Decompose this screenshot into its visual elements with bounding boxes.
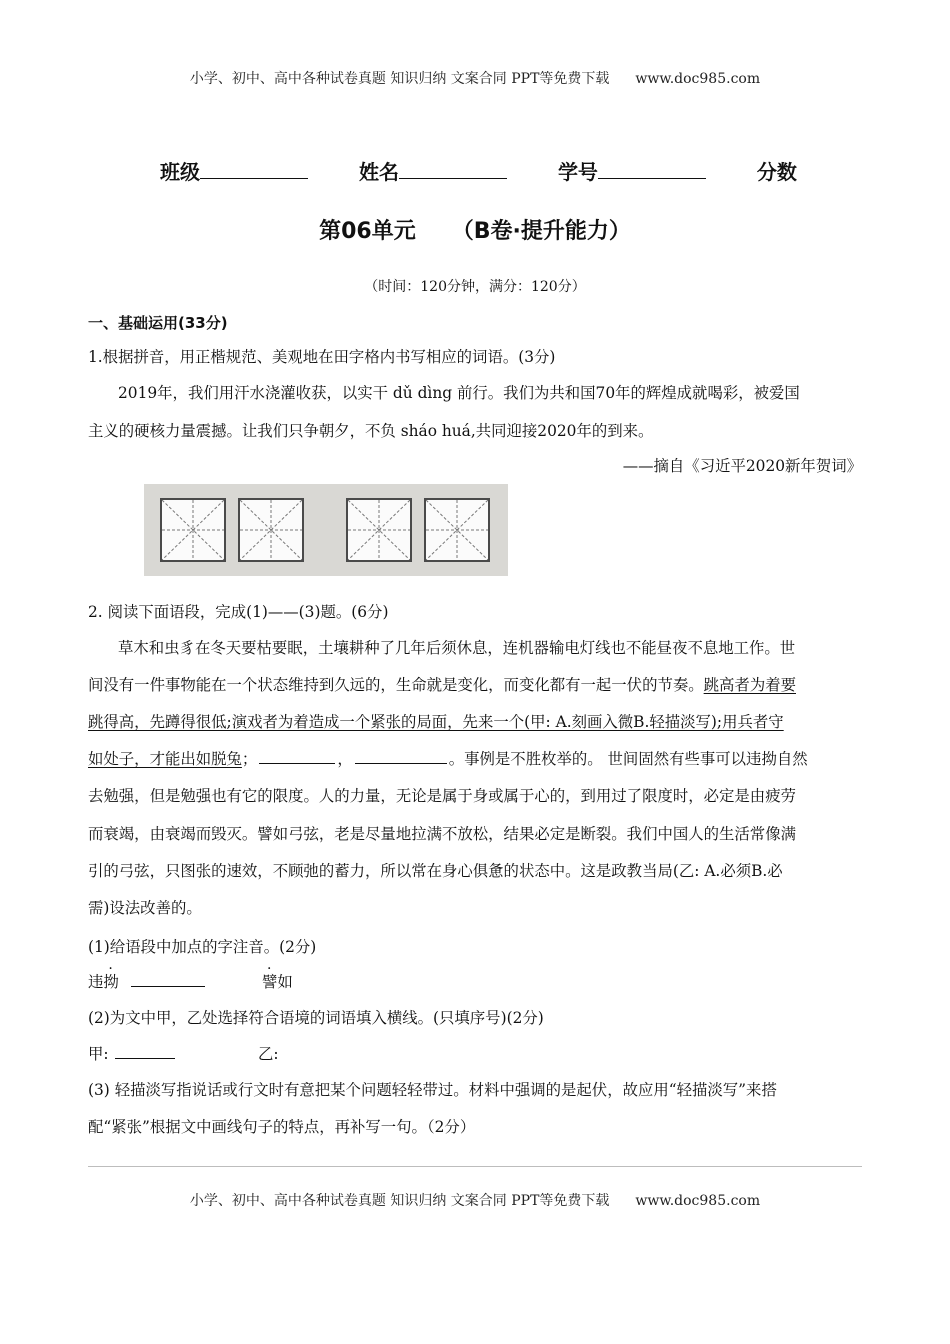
exam-meta: （时间：120分钟，满分：120分） [364, 279, 586, 295]
footer-site[interactable]: www.doc985.com [635, 1193, 761, 1209]
q2-underlined-text: 如处子，才能出如脱兔 [88, 750, 242, 768]
tianzige-grid [144, 484, 508, 576]
header-text: 小学、初中、高中各种试卷真题 知识归纳 文案合同 PPT等免费下载 [189, 71, 610, 87]
footer-text: 小学、初中、高中各种试卷真题 知识归纳 文案合同 PPT等免费下载 [189, 1193, 610, 1209]
q2-line-4-tail: 。事例是不胜枚举的。 世间固然有些事可以违拗自然 [448, 750, 808, 768]
q2-sub2-prompt: (2)为文中甲，乙处选择符合语境的词语填入横线。(只填序号)(2分) [88, 1009, 544, 1027]
page-header [0, 68, 950, 88]
writing-box[interactable] [160, 498, 226, 562]
q2-line-2-text: 间没有一件事物能在一个状态维持到久远的，生命就是变化，而变化都有一起一伏的节奏。 [88, 676, 704, 694]
q2-sub2-answer-a [88, 1042, 175, 1064]
unit-title: 第06单元 [319, 219, 416, 244]
footer-divider [88, 1166, 862, 1167]
class-label: 班级 [160, 160, 200, 184]
page-title [0, 214, 950, 245]
answer-label-a: 甲: [88, 1045, 109, 1063]
q2-line-7: 引的弓弦，只图张的速效，不顾弛的蓄力，所以常在身心俱惫的状态中。这是政教当局(乙: A.必须B.必 [88, 862, 783, 880]
q2-sub1-prompt: (1)给语段中加点的字注音。(2分) [88, 938, 317, 956]
q2-sub2-answer-b[interactable]: 乙: [258, 1045, 279, 1063]
q2-prompt: 2. 阅读下面语段，完成(1)——(3)题。(6分) [88, 603, 389, 621]
q2-sub1-word-2 [262, 970, 293, 992]
fill-blank-1[interactable] [259, 749, 335, 764]
section-heading: 一、基础运用(33分) [88, 314, 228, 332]
q1-paragraph-line-1: 2019年，我们用汗水浇灌收获，以实干 dǔ dìng 前行。我们为共和国70年的辉煌成就喝彩，被爱国 [118, 384, 800, 402]
q1-paragraph-line-2: 主义的硬核力量震撼。让我们只争朝夕，不负 sháo huá,共同迎接2020年的到来。 [88, 422, 654, 440]
q2-comma: ， [337, 750, 353, 768]
q2-line-4 [88, 747, 808, 769]
word-char: 违 [88, 973, 104, 991]
name-blank [399, 158, 507, 179]
volume-title: （B卷·提升能力） [451, 219, 631, 244]
student-info-row [160, 156, 797, 185]
id-label: 学号 [557, 160, 598, 184]
q2-line-8: 需)设法改善的。 [88, 899, 202, 917]
q2-line-2 [88, 673, 796, 695]
q2-semicolon: ； [241, 750, 258, 768]
name-label: 姓名 [358, 160, 399, 184]
q2-sub1-word-1 [88, 970, 205, 992]
score-label: 分数 [756, 160, 797, 184]
page-footer [0, 1190, 950, 1210]
header-site[interactable]: www.doc985.com [635, 71, 761, 87]
writing-box[interactable] [346, 498, 412, 562]
pinyin-blank-1[interactable] [131, 972, 205, 987]
q2-line-6: 而衰竭，由衰竭而毁灭。譬如弓弦，老是尽量地拉满不放松，结果必定是断裂。我们中国人的生活常像满 [88, 825, 796, 843]
writing-box[interactable] [424, 498, 490, 562]
q1-prompt: 1.根据拼音，用正楷规范、美观地在田字格内书写相应的词语。(3分) [88, 348, 556, 366]
word-char: 如 [277, 973, 293, 991]
id-blank [598, 158, 706, 179]
q2-line-3: 跳得高，先蹲得很低;演戏者为着造成一个紧张的局面，先来一个(甲: A.刻画入微B.轻描淡写);用兵者守 [88, 713, 784, 731]
q2-sub3-prompt-line-2: 配“紧张”根据文中画线句子的特点，再补写一句。（2分） [88, 1118, 476, 1136]
writing-box[interactable] [238, 498, 304, 562]
dotted-char: 譬 [262, 973, 278, 991]
q2-sub3-prompt-line-1: (3) 轻描淡写指说话或行文时有意把某个问题轻轻带过。材料中强调的是起伏，故应用“轻描淡写”来搭 [88, 1081, 777, 1099]
fill-blank-2[interactable] [355, 749, 447, 764]
q2-line-5: 去勉强，但是勉强也有它的限度。人的力量，无论是属于身或属于心的，到用过了限度时，必定是由疲劳 [88, 787, 796, 805]
q1-source: ——摘自《习近平2020新年贺词》 [622, 457, 862, 475]
class-blank [200, 158, 308, 179]
answer-blank-a[interactable] [115, 1044, 175, 1059]
q2-underlined-text: 跳高者为着要 [703, 676, 796, 694]
q2-line-1: 草木和虫豸在冬天要枯要眠，土壤耕种了几年后须休息，连机器输电灯线也不能昼夜不息地工作。世 [118, 639, 796, 657]
dotted-char: 拗 [103, 973, 119, 991]
